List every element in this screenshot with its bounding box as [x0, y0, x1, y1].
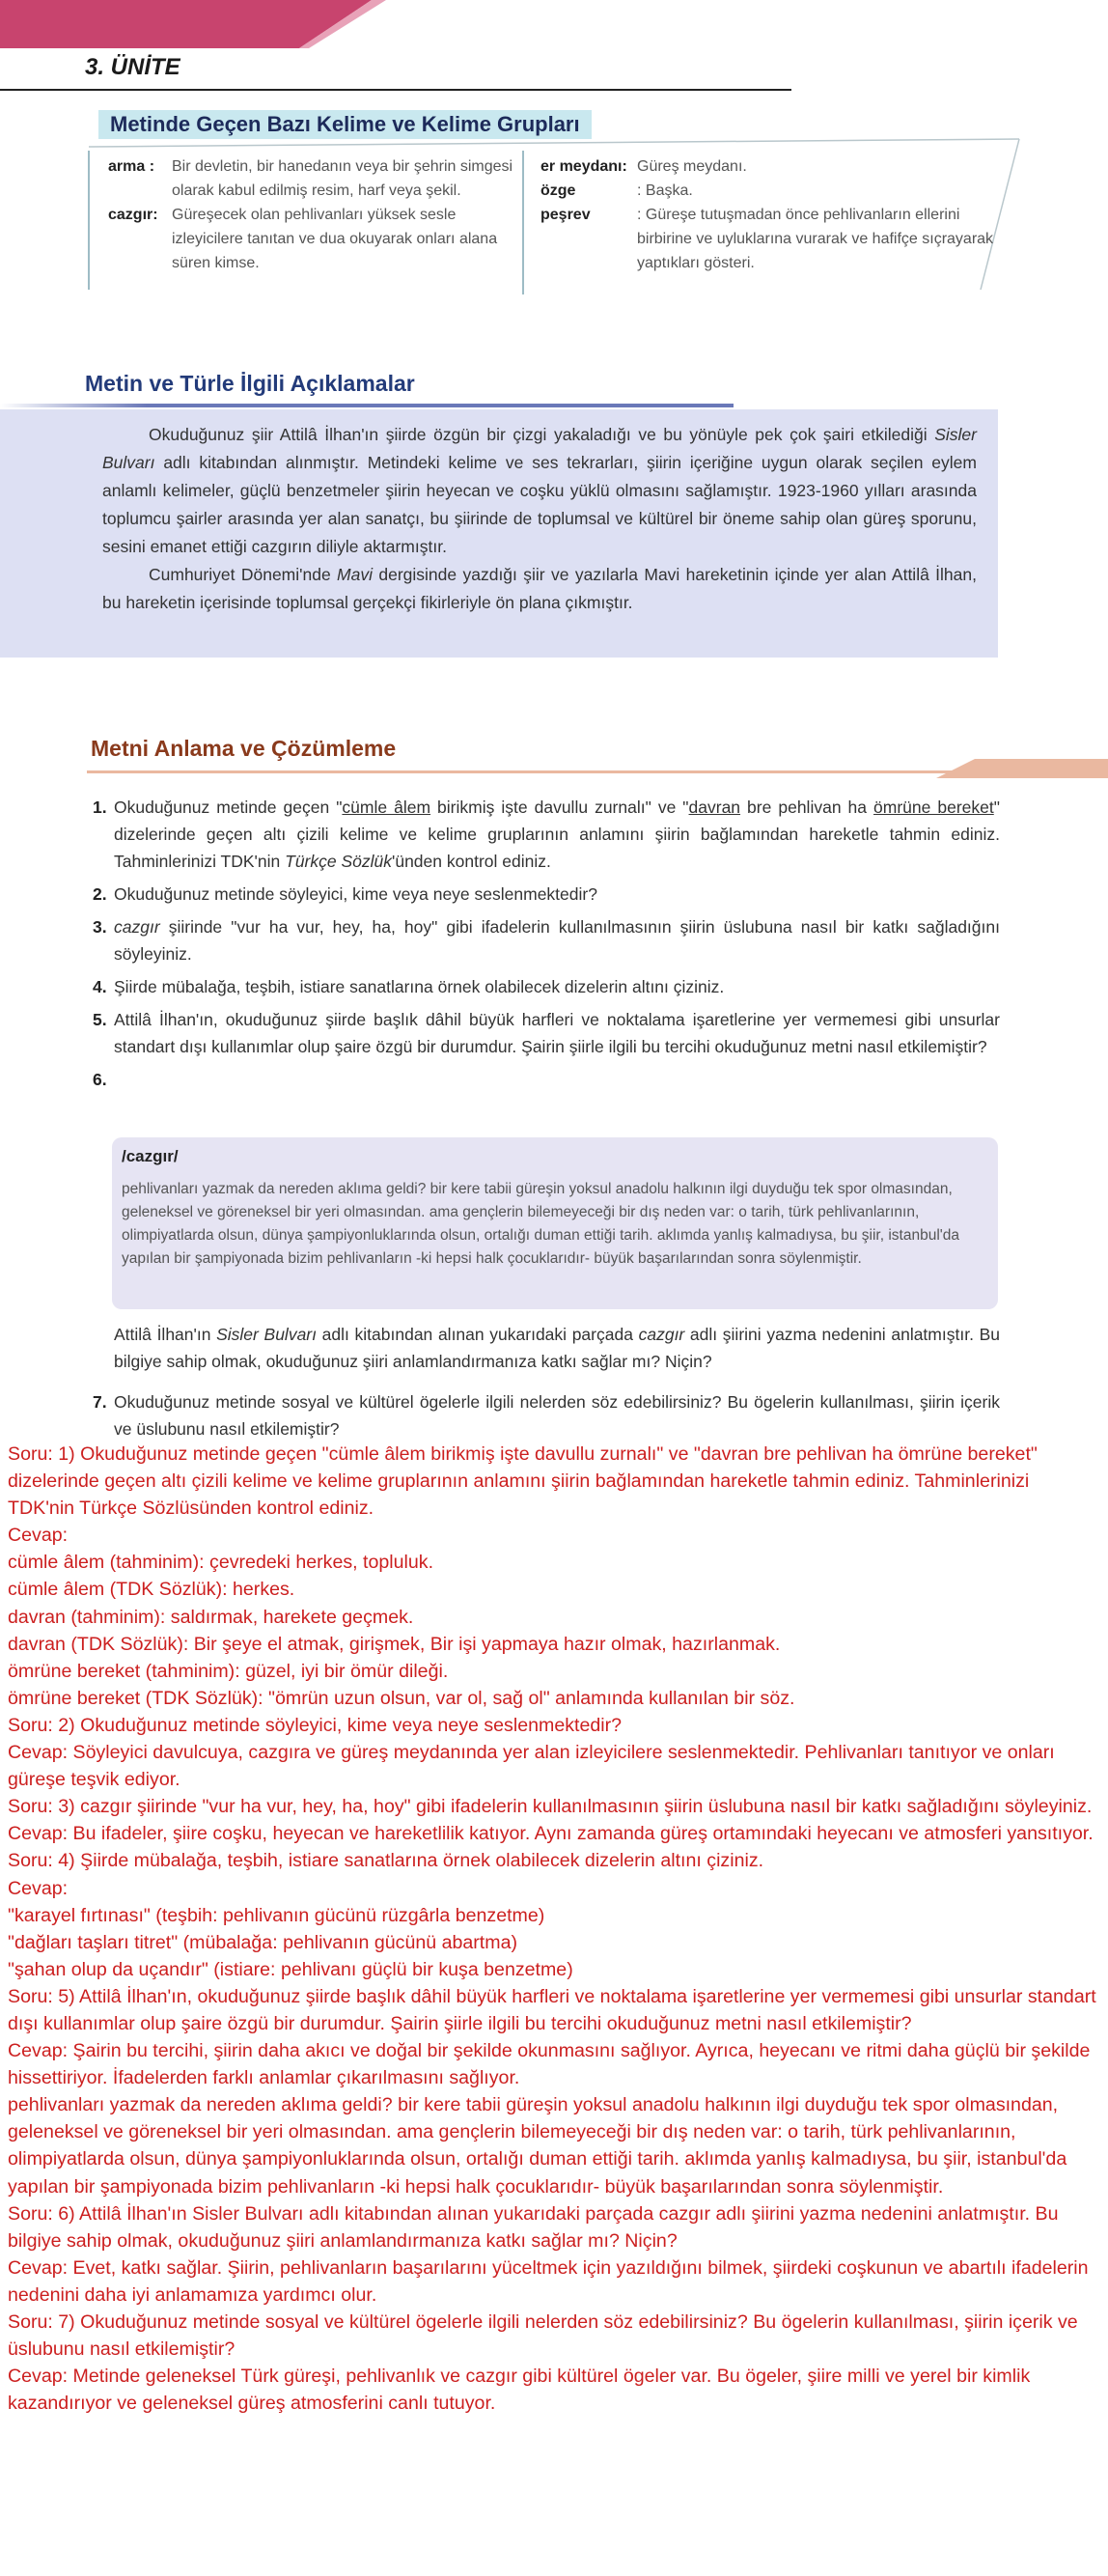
answer-line: cümle âlem (TDK Sözlük): herkes. [8, 1579, 295, 1601]
keyword-entry [540, 154, 994, 179]
answer-line: davran (tahminim): saldırmak, harekete geçmek. [8, 1606, 414, 1628]
answer-line: Soru: 7) Okuduğunuz metinde sosyal ve kültürel ögelerle ilgili nelerden söz edebilirsiniz? Bu ögelerin kullanılması, şiirin içerik ve üslubunu nasıl etkilemiştir? [8, 2311, 1078, 2361]
poem-quote-box [112, 1137, 998, 1309]
keyword-term: özge [540, 182, 576, 199]
section-decor-bar [87, 759, 1108, 778]
answers-text[interactable] [8, 1441, 1100, 2417]
question-item: 2. Okuduğunuz metinde söyleyici, kime veya neye seslenmektedir? [93, 884, 597, 904]
answer-line: Cevap: Evet, katkı sağlar. Şiirin, pehlivanların başarılarını yüceltmek için yazıldığını bilmek, şiirdeki coşkunun ve abartılı ifadelerin nedenini daha iyi anlamamıza yardımcı olur. [8, 2256, 1089, 2306]
answer-line: "karayel fırtınası" (teşbih: pehlivanın gücünü rüzgârla benzetme) [8, 1904, 545, 1926]
keywords-right-column [540, 154, 994, 275]
explanation-paragraph: Cumhuriyet Dönemi'nde Mavi dergisinde yazdığı şiir ve yazılarla Mavi hareketinin içinde yer alan Attilâ İlhan, bu hareketin içerisinde toplumsal gerçekçi fikirleriyle ön plana çıkmıştır. [102, 565, 977, 612]
answer-line: Cevap: Şairin bu tercihi, şiirin daha akıcı ve doğal bir şekilde okunmasını sağlıyor. Ayrıca, heyecanı ve ritmi daha güçlü bir şekilde hissettiriyor. İfadelerden farklı anlamlar çıkarılmasını sağlıyor. [8, 2040, 1091, 2089]
section-underline [0, 404, 734, 407]
keyword-entry [108, 154, 513, 203]
keywords-title: Metinde Geçen Bazı Kelime ve Kelime Grupları [98, 110, 592, 139]
answer-line: Cevap: Bu ifadeler, şiire coşku, heyecan ve hareketlilik katıyor. Aynı zamanda güreş ortamındaki heyecanı ve atmosferi yansıtıyor. [8, 1823, 1094, 1845]
answer-line: Soru: 6) Attilâ İlhan'ın Sisler Bulvarı adlı kitabından alınan yukarıdaki parçada cazgır adlı şiirini yazma nedenini anlatmıştır. Bu bilgiye sahip olmak, okuduğunuz şiiri anlamlandırmanıza katkı sağlar mı? Niçin? [8, 2202, 1059, 2252]
answer-line: Cevap: Söyleyici davulcuya, cazgıra ve güreş meydanında yer alan izleyicilere seslenmektedir. Pehlivanları tanıtıyor ve onları güreşe teşvik ediyor. [8, 1742, 1055, 1791]
answer-line: "dağları taşları titret" (mübalağa: pehlivanın gücünü abartma) [8, 1931, 517, 1953]
answer-line: Cevap: [8, 1525, 69, 1547]
keyword-term: cazgır: [108, 207, 158, 223]
answer-line: Cevap: [8, 1877, 69, 1899]
answer-line: ömrüne bereket (TDK Sözlük): "ömrün uzun olsun, var ol, sağ ol" anlamında kullanılan bir söz. [8, 1687, 795, 1709]
keyword-entry [540, 203, 994, 275]
question-item: 4. Şiirde mübalağa, teşbih, istiare sanatlarına örnek olabilecek dizelerin altını çiziniz. [93, 977, 725, 996]
keyword-term: er meydanı: [540, 158, 627, 175]
questions-list [93, 794, 1000, 1099]
explanations-text [102, 421, 977, 617]
answer-line: Soru: 2) Okuduğunuz metinde söyleyici, kime veya neye seslenmektedir? [8, 1714, 623, 1736]
unit-corner-decoration [0, 0, 386, 58]
question-item: 7. Okuduğunuz metinde sosyal ve kültürel ögelerle ilgili nelerden söz edebilirsiniz? Bu ögelerin kullanılması, şiirin içerik ve üslubunu nasıl etkilemiştir? [93, 1392, 1000, 1439]
question-item: 5. Attilâ İlhan'ın, okuduğunuz şiirde başlık dâhil büyük harfleri ve noktalama işaretlerine yer vermemesi gibi unsurlar standart dışı kullanımlar olup şaire özgü bir durumdur. Şairin şiirle ilgili bu tercihi okuduğunuz metni nasıl etkilemiştir? [93, 1010, 1000, 1056]
answer-line: Soru: 3) cazgır şiirinde "vur ha vur, hey, ha, hoy" gibi ifadelerin kullanılmasının şiirin üslubuna nasıl bir katkı sağladığını söyleyiniz. [8, 1796, 1093, 1818]
keyword-entry [540, 179, 994, 203]
answer-line: ömrüne bereket (tahminim): güzel, iyi bir ömür dileği. [8, 1660, 449, 1682]
question-item: 1. Okuduğunuz metinde geçen "cümle âlem birikmiş işte davullu zurnalı" ve "davran bre pehlivan ha ömrüne bereket" dizelerinde geçen altı çizili kelime ve kelime gruplarının anlamını şiirin bağlamından hareketle tahmin ediniz. Tahminlerinizi TDK'nin Türkçe Sözlük'ünden kontrol ediniz. [93, 798, 1000, 871]
answer-line: "şahan olup da uçandır" (istiare: pehlivanı güçlü bir kuşa benzetme) [8, 1958, 573, 1980]
answer-line: pehlivanları yazmak da nereden aklıma geldi? bir kere tabii güreşin yoksul anadolu halkının ilgi duyduğu tek spor olmasından, geleneksel ve göreneksel bir yeri olmasından. ama gençlerin bilemeyeceği bir dış neden var: o tarih, türk pehlivanlarının, olimpiyatlarda olsun, dünya şampiyonluklarında olsun, ortalığı duman ettiği tarih. aklımda yanlış kalmadıysa, bu şiir, istanbul'da yapılan bir şampiyonada bizim pehlivanların -ki hepsi halk çocuklarıdır- büyük başarılarından sonra söylenmiştir. [8, 2094, 1067, 2198]
answer-line: cümle âlem (tahminim): çevredeki herkes, topluluk. [8, 1552, 434, 1574]
unit-divider [0, 89, 791, 91]
answer-line: Soru: 1) Okuduğunuz metinde geçen "cümle âlem birikmiş işte davullu zurnalı" ve "davran bre pehlivan ha ömrüne bereket" dizelerinde geçen altı çizili kelime ve kelime gruplarının anlamını şiirin bağlamından hareketle tahmin ediniz. Tahminlerinizi TDK'nin Türkçe Sözlüsünden kontrol ediniz. [8, 1443, 1038, 1520]
answer-line: davran (TDK Sözlük): Bir şeye el atmak, girişmek, Bir işi yapmaya hazır olmak, hazırlanmak. [8, 1633, 781, 1655]
unit-title: 3. ÜNİTE [85, 54, 180, 80]
section-title-comprehension: Metni Anlama ve Çözümleme [91, 736, 397, 761]
keyword-definition: Bir devletin, bir hanedanın veya bir şehrin simgesi olarak kabul edilmiş resim, harf veya şekil. [172, 158, 513, 199]
explanation-paragraph: Okuduğunuz şiir Attilâ İlhan'ın şiirde özgün bir çizgi yakaladığı ve bu yönüyle pek çok şairi etkilediği Sisler Bulvarı adlı kitabından alınmıştır. Metindeki kelime ve ses tekrarları, şiirin içeriğine uygun olarak seçilen eylem anlamlı kelimeler, güçlü benzetmeler şiirin heyecan ve coşku yüklü olmasını sağlamıştır. 1923-1960 yılları arasında toplumcu şairler arasında yer alan sanatçı, bu şiirinde de toplumsal ve kültürel bir öneme sahip olan güreş sporunu, sesini emanet ettiği cazgırın diliyle aktarmıştır. [102, 425, 977, 556]
section-title-explanations: Metin ve Türle İlgili Açıklamalar [85, 371, 415, 396]
keyword-definition: : Güreşe tutuşmadan önce pehlivanların ellerini birbirine ve uyluklarına vurarak ve hafifçe sıçrayarak yaptıkları gösteri. [637, 207, 994, 271]
question-6-text: Attilâ İlhan'ın Sisler Bulvarı adlı kitabından alınan yukarıdaki parçada cazgır adlı şiirini yazma nedenini anlatmıştır. Bu bilgiye sahip olmak, okuduğunuz şiiri anlamlandırmanıza katkı sağlar mı? Niçin? [114, 1325, 1000, 1371]
keyword-term: peşrev [540, 207, 591, 223]
answer-line: Soru: 4) Şiirde mübalağa, teşbih, istiare sanatlarına örnek olabilecek dizelerin altını çiziniz. [8, 1850, 764, 1872]
question-item: 6. [93, 1070, 107, 1089]
question-item: 3. cazgır şiirinde "vur ha vur, hey, ha, hoy" gibi ifadelerin kullanılmasının şiirin üslubuna nasıl bir katkı sağladığını söyleyiniz. [93, 917, 1000, 964]
keyword-definition: Güreşecek olan pehlivanları yüksek sesle izleyicilere tanıtan ve dua okuyarak onları alana süren kimse. [172, 207, 498, 271]
keywords-left-column [108, 154, 513, 275]
keyword-entry [108, 203, 513, 275]
poem-title: /cazgır/ [122, 1147, 179, 1165]
keyword-definition: Güreş meydanı. [637, 158, 747, 175]
poem-body: pehlivanları yazmak da nereden aklıma geldi? bir kere tabii güreşin yoksul anadolu halkının ilgi duyduğu tek spor olmasından, geleneksel ve göreneksel bir yeri olmasından. ama gençlerin bilemeyeceği bir dış neden var: o tarih, türk pehlivanlarının, olimpiyatlarda olsun, dünya şampiyonluklarında olsun, ortalığı duman ettiği tarih. aklımda yanlış kalmadıysa, bu şiir, istanbul'da yapılan bir şampiyonada bizim pehlivanların -ki hepsi halk çocuklarıdır- büyük başarılarından sonra söylenmiştir. [122, 1181, 959, 1267]
answer-line: Cevap: Metinde geleneksel Türk güreşi, pehlivanlık ve cazgır gibi kültürel ögeler var. Bu ögeler, şiire milli ve yerel bir kimlik kazandırıyor ve geleneksel güreş atmosferini canlı tutuyor. [8, 2366, 1031, 2415]
keyword-definition: : Başka. [637, 182, 693, 199]
keyword-term: arma : [108, 158, 155, 175]
answer-line: Soru: 5) Attilâ İlhan'ın, okuduğunuz şiirde başlık dâhil büyük harfleri ve noktalama işaretlerine yer vermemesi gibi unsurlar standart dışı kullanımlar olup şaire özgü bir durumdur. Şairin şiirle ilgili bu tercihi okuduğunuz metni nasıl etkilemiştir? [8, 1985, 1096, 2034]
